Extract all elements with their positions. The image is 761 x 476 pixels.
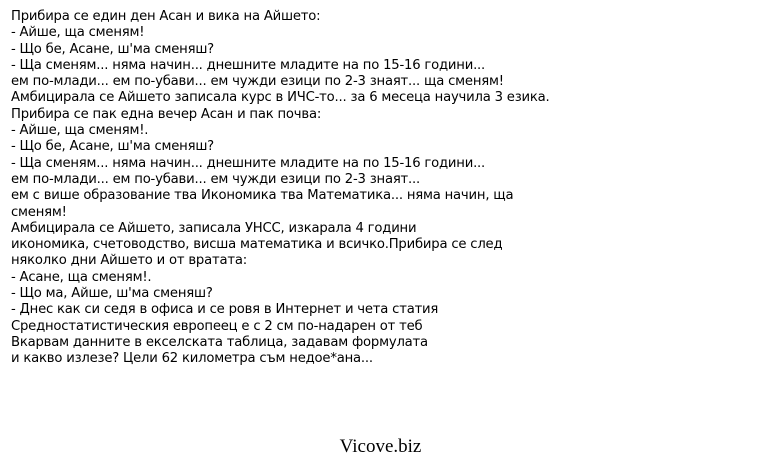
joke-line: Средностатистическия европеец е с 2 см по-надарен от теб	[11, 318, 423, 334]
joke-line: ем с више образование тва Икономика тва Математика... няма начин, ща	[11, 188, 514, 204]
joke-line: - Днес как си седя в офиса и се ровя в Интернет и чета статия	[11, 302, 439, 318]
joke-line: - Асане, ща сменям!.	[11, 269, 152, 285]
site-watermark: Vicove.biz	[339, 436, 422, 457]
joke-line: ем по-млади... ем по-убави... ем чужди езици по 2-3 знаят... ща сменям!	[11, 74, 504, 90]
joke-line: икономика, счетоводство, висша математика и всичко.Прибира се след	[11, 237, 503, 253]
joke-line: - Що бе, Асане, ш'ма сменяш?	[11, 139, 214, 155]
joke-line: - Айше, ща сменям!.	[11, 123, 149, 139]
joke-line: ем по-млади... ем по-убави... ем чужди езици по 2-3 знаят...	[11, 171, 421, 187]
joke-line: Прибира се пак една вечер Асан и пак почва:	[11, 106, 322, 122]
joke-line: - Що бе, Асане, ш'ма сменяш?	[11, 41, 214, 57]
joke-text-block	[11, 9, 756, 368]
joke-line: - Ща сменям... няма начин... днешните младите на по 15-16 години...	[11, 57, 486, 73]
joke-line: Вкарвам данните в екселската таблица, задавам формулата	[11, 334, 428, 350]
joke-line: - Айше, ща сменям!	[11, 25, 145, 41]
joke-line: Амбицирала се Айшето записала курс в ИЧС-то... за 6 месеца научила 3 езика.	[11, 90, 550, 106]
joke-line: сменям!	[11, 204, 67, 220]
joke-line: Амбицирала се Айшето, записала УНСС, изкарала 4 години	[11, 220, 417, 236]
joke-line: - Що ма, Айше, ш'ма сменяш?	[11, 286, 213, 302]
joke-line: и какво излезе? Цели 62 километра съм недое*ана...	[11, 351, 373, 367]
joke-line: - Ща сменям... няма начин... днешните младите на по 15-16 години...	[11, 155, 486, 171]
joke-line: няколко дни Айшето и от вратата:	[11, 253, 247, 269]
joke-line: Прибира се един ден Асан и вика на Айшето:	[11, 9, 321, 24]
